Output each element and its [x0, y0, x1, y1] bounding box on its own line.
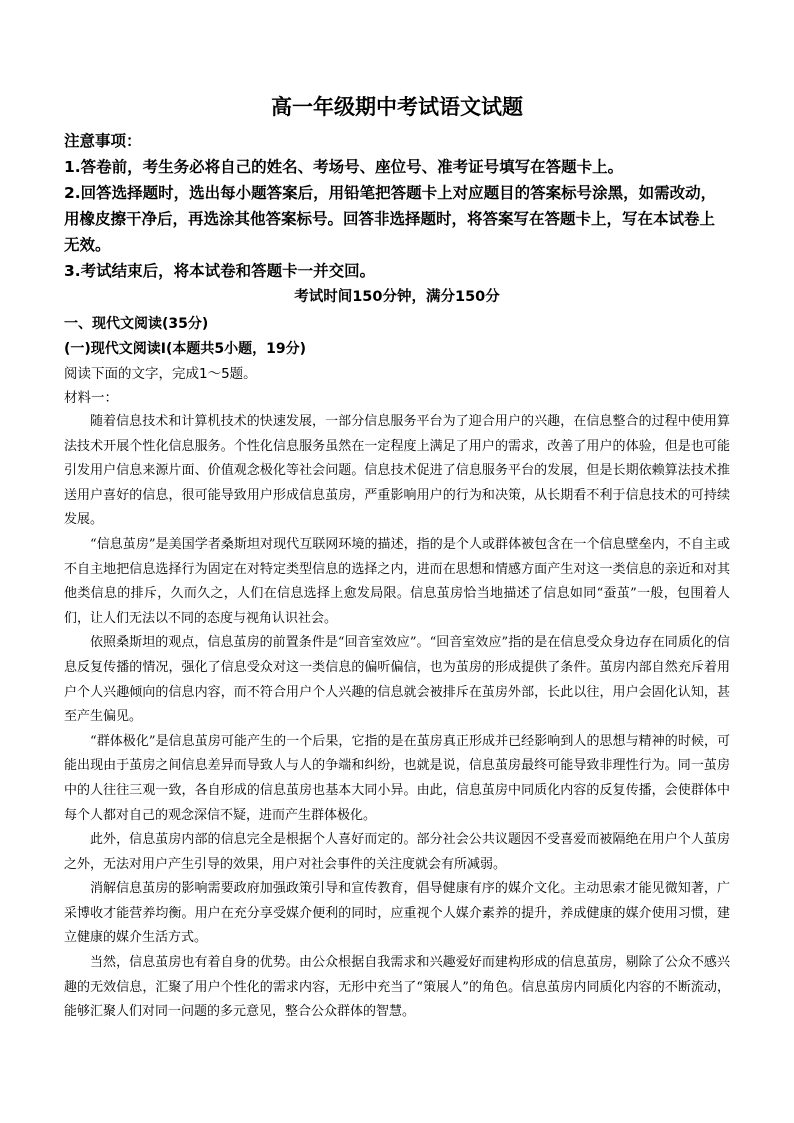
paragraph: 消解信息茧房的影响需要政府加强政策引导和宣传教育，倡导健康有序的媒介文化。主动思索才能见微知著，广采博收才能营养均衡。用户在充分享受媒介便利的同时，应重视个人媒介素养的提升，养成健康的媒介使用习惯，建立健康的媒介生活方式。 [64, 881, 730, 946]
notice-item-3: 3.考试结束后，将本试卷和答题卡一并交回。 [64, 262, 376, 280]
paragraph: 依照桑斯坦的观点，信息茧房的前置条件是“回音室效应”。“回音室效应”指的是在信息受众身边存在同质化的信息反复传播的情况，强化了信息受众对这一类信息的偏听偏信，也为茧房的形成提供了条件。茧房内部自然充斥着用户个人兴趣倾向的信息内容，而不符合用户个人兴趣的信息就会被排斥在茧房外部，长此以往，用户会固化认知，甚至产生偏见。 [64, 635, 730, 725]
paragraph: “信息茧房”是美国学者桑斯坦对现代互联网环境的描述，指的是个人或群体被包含在一个信息壁垒内，不自主或不自主地把信息选择行为固定在对特定类型信息的选择之内，进而在思想和情感方面产生对这一类信息的亲近和对其他类信息的排斥，久而久之，人们在信息选择上愈发局限。信息茧房恰当地描述了信息如同“蚕茧”一般，包围着人们，让人们无法以不同的态度与视角认识社会。 [64, 536, 730, 626]
page-title: 高一年级期中考试语文试题 [271, 94, 523, 119]
section-heading: 一、现代文阅读(35分) [64, 316, 209, 332]
notice-item-1: 1.答卷前，考生务必将自己的姓名、考场号、座位号、准考证号填写在答题卡上。 [64, 158, 624, 176]
exam-time-line: 考试时间150分钟，满分150分 [294, 289, 500, 305]
section-subheading: (一)现代文阅读Ⅰ(本题共5小题，19分) [64, 341, 307, 357]
paragraph: 随着信息技术和计算机技术的快速发展，一部分信息服务平台为了迎合用户的兴趣，在信息整合的过程中使用算法技术开展个性化信息服务。个性化信息服务虽然在一定程度上满足了用户的需求，改善了用户的体验，但是也可能引发用户信息来源片面、价值观念极化等社会问题。信息技术促进了信息服务平台的发展，但是长期依赖算法技术推送用户喜好的信息，很可能导致用户形成信息茧房，严重影响用户的行为和决策，从长期看不利于信息技术的可持续发展。 [64, 414, 730, 528]
paragraph: 此外，信息茧房内部的信息完全是根据个人喜好而定的。部分社会公共议题因不受喜爱而被隔绝在用户个人茧房之外，无法对用户产生引导的效果，用户对社会事件的关注度就会有所减弱。 [64, 832, 730, 872]
material-body [64, 410, 730, 1025]
material-label: 材料一： [64, 390, 118, 406]
reading-instruction: 阅读下面的文字，完成1～5题。 [64, 366, 257, 382]
notice-heading: 注意事项： [64, 132, 142, 150]
paragraph: 当然，信息茧房也有着自身的优势。由公众根据自我需求和兴趣爱好而建构形成的信息茧房，剔除了公众不感兴趣的无效信息，汇聚了用户个性化的需求内容，无形中充当了“策展人”的角色。信息茧房内同质化内容的不断流动，能够汇聚人们对同一问题的多元意见，整合公众群体的智慧。 [64, 955, 730, 1020]
paragraph: “群体极化”是信息茧房可能产生的一个后果，它指的是在茧房真正形成并已经影响到人的思想与精神的时候，可能出现由于茧房之间信息差异而导致人与人的争端和纠纷，也就是说，信息茧房最终可能导致非理性行为。同一茧房中的人往往三观一致，各自形成的信息茧房也基本大同小异。由此，信息茧房中同质化内容的反复传播，会使群体中每个人都对自己的观念深信不疑，进而产生群体极化。 [64, 733, 730, 823]
notice-block [64, 128, 730, 284]
notice-item-2: 2.回答选择题时，选出每小题答案后，用铅笔把答题卡上对应题目的答案标号涂黑，如需改动，用橡皮擦干净后，再选涂其他答案标号。回答非选择题时，将答案写在答题卡上，写在本试卷上无效。 [64, 184, 717, 254]
